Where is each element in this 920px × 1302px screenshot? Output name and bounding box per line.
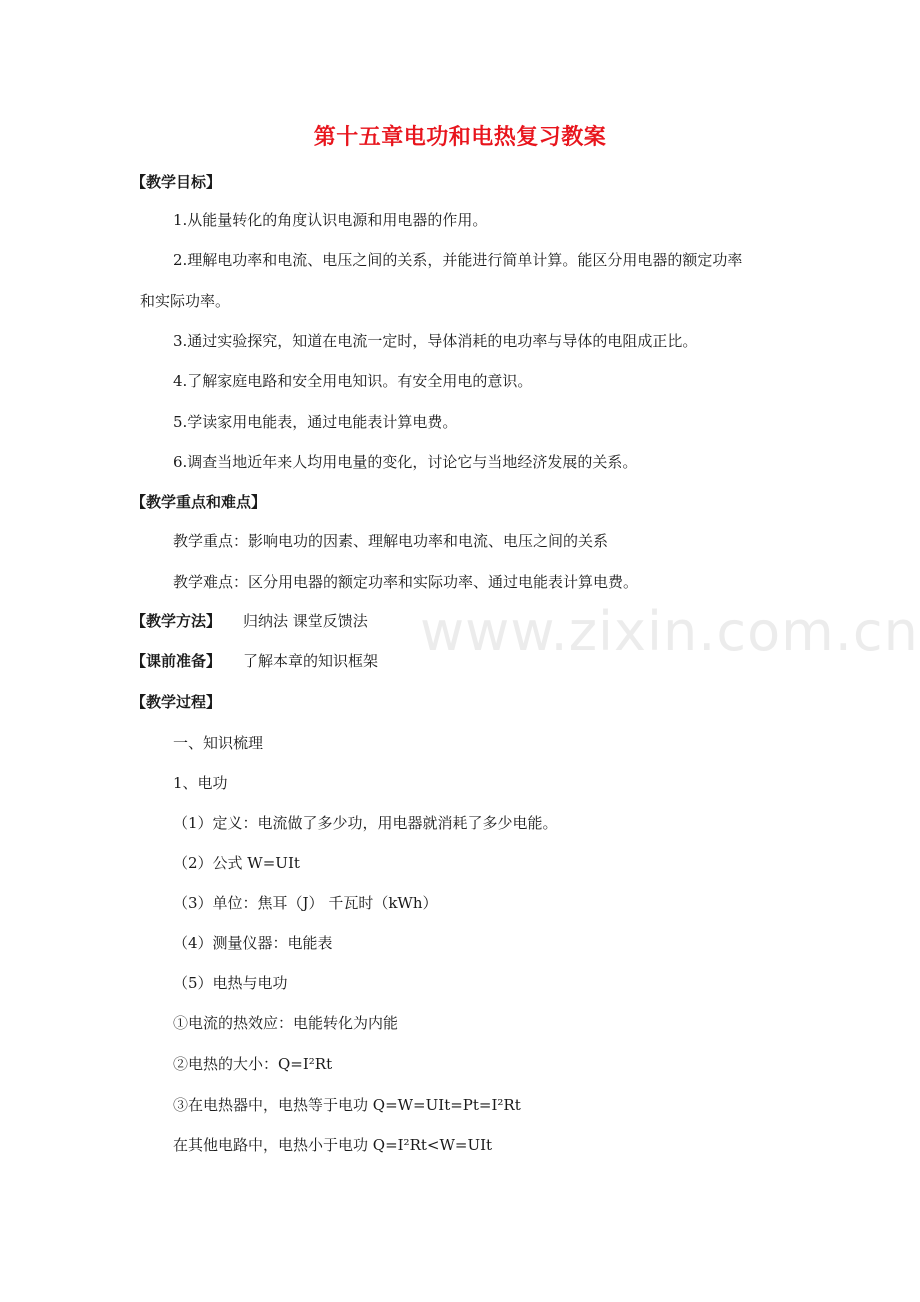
method-value: 归纳法 课堂反馈法 (243, 612, 368, 630)
method-heading: 【教学方法】 (131, 612, 222, 630)
process-line-11: 在其他电路中，电热小于电功 Q=I²Rt<W=UIt (173, 1136, 493, 1154)
process-line-7: （5）电热与电功 (173, 974, 288, 992)
process-line-2: 1、电功 (173, 774, 228, 792)
process-line-8: ①电流的热效应：电能转化为内能 (173, 1014, 399, 1032)
document-title: 第十五章电功和电热复习教案 (313, 125, 607, 150)
watermark: www.zixin.com.cn (420, 600, 919, 663)
goal-line-6: 6.调查当地近年来人均用电量的变化，讨论它与当地经济发展的关系。 (173, 453, 638, 471)
goal-line-2: 2.理解电功率和电流、电压之间的关系，并能进行简单计算。能区分用电器的额定功率 (173, 251, 743, 269)
prep-value: 了解本章的知识框架 (243, 652, 379, 670)
process-line-4: （2）公式 W=UIt (173, 854, 300, 872)
keypoint-focus: 教学重点：影响电功的因素、理解电功率和电流、电压之间的关系 (173, 532, 609, 550)
process-line-3: （1）定义：电流做了多少功，用电器就消耗了多少电能。 (173, 814, 558, 832)
goal-line-4: 4.了解家庭电路和安全用电知识。有安全用电的意识。 (173, 372, 533, 390)
prep-row (131, 651, 378, 671)
process-line-1: 一、知识梳理 (173, 734, 264, 752)
process-line-9: ②电热的大小：Q=I²Rt (173, 1055, 333, 1073)
process-line-5: （3）单位：焦耳（J） 千瓦时（kWh） (173, 894, 438, 912)
goal-line-5: 5.学读家用电能表，通过电能表计算电费。 (173, 413, 458, 431)
process-line-6: （4）测量仪器：电能表 (173, 934, 333, 952)
goal-line-1: 1.从能量转化的角度认识电源和用电器的作用。 (173, 211, 488, 229)
keypoint-difficulty: 教学难点：区分用电器的额定功率和实际功率、通过电能表计算电费。 (173, 573, 639, 591)
prep-heading: 【课前准备】 (131, 652, 222, 670)
process-heading: 【教学过程】 (131, 693, 222, 711)
keypoints-heading: 【教学重点和难点】 (131, 493, 267, 511)
process-line-10: ③在电热器中，电热等于电功 Q=W=UIt=Pt=I²Rt (173, 1096, 521, 1114)
goal-line-2-cont: 和实际功率。 (140, 292, 231, 310)
goals-heading: 【教学目标】 (131, 173, 222, 191)
goal-line-3: 3.通过实验探究，知道在电流一定时，导体消耗的电功率与导体的电阻成正比。 (173, 332, 698, 350)
method-row (131, 611, 368, 631)
